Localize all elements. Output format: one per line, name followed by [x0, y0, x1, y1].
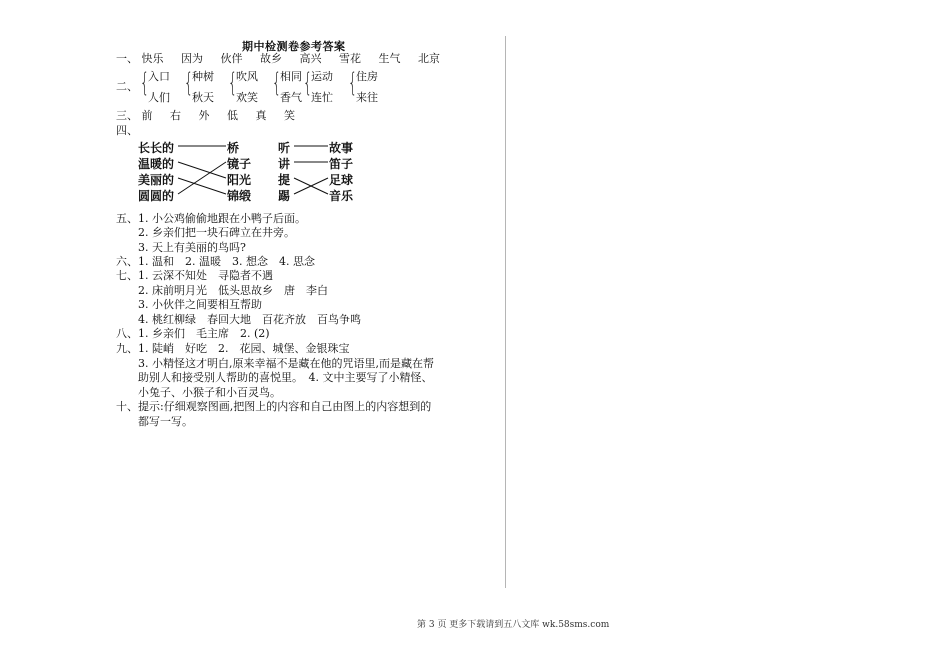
- q2-label: 二、: [116, 80, 138, 93]
- q1-word: 北京: [418, 52, 440, 65]
- q7-line: 1. 云深不知处 寻隐者不遇: [138, 269, 273, 282]
- match-right-b: 足球: [329, 173, 354, 187]
- match-right-b: 笛子: [329, 157, 354, 171]
- match-right-a: 锦缎: [227, 189, 252, 203]
- match-left-a: 美丽的: [138, 173, 175, 187]
- match-left-b: 讲: [278, 157, 291, 171]
- q9-label: 九、: [116, 342, 138, 355]
- q2-word: 吹风: [236, 70, 258, 83]
- q2-word: 来往: [356, 91, 378, 104]
- brace-icon: {: [184, 68, 194, 98]
- q3-word: 外: [198, 109, 210, 122]
- q7-label: 七、: [116, 269, 138, 282]
- q5-line: 3. 天上有美丽的鸟吗?: [138, 241, 246, 254]
- q5-line: 2. 乡亲们把一块石碑立在井旁。: [138, 226, 295, 239]
- q2-word: 秋天: [192, 91, 214, 104]
- match-left-a: 温暖的: [138, 157, 175, 171]
- match-line: [178, 162, 226, 178]
- q1-word: 快乐: [141, 52, 164, 65]
- match-line: [178, 178, 226, 194]
- q5-line: 1. 小公鸡偷偷地跟在小鸭子后面。: [138, 212, 306, 225]
- match-right-a: 桥: [227, 141, 240, 155]
- match-right-a: 镜子: [227, 157, 252, 171]
- brace-icon: {: [228, 68, 238, 98]
- q3-word: 前: [141, 109, 153, 122]
- q3-word: 右: [170, 109, 181, 122]
- q4-label: 四、: [116, 124, 138, 137]
- q10-line: 都写一写。: [138, 415, 193, 428]
- q2-word: 欢笑: [236, 91, 258, 104]
- match-left-a: 长长的: [138, 141, 175, 155]
- q5-label: 五、: [116, 212, 138, 225]
- q1-word: 因为: [181, 52, 203, 65]
- match-right-b: 故事: [329, 141, 354, 155]
- q3-word: 低: [227, 109, 238, 122]
- q7-line: 4. 桃红柳绿 春回大地 百花齐放 百鸟争鸣: [138, 313, 361, 326]
- match-left-a: 圆圆的: [138, 189, 175, 203]
- match-left-b: 踢: [278, 189, 291, 203]
- q2-word: 人们: [148, 91, 170, 104]
- q3-word: 笑: [284, 109, 295, 122]
- q2-word: 种树: [192, 70, 214, 83]
- q2-word: 香气: [280, 91, 302, 104]
- q6-label: 六、: [116, 255, 138, 268]
- q1-word: 伙伴: [220, 52, 243, 65]
- match-right-b: 音乐: [329, 189, 354, 203]
- page-title: 期中检测卷参考答案: [242, 40, 346, 53]
- column-divider: [505, 36, 506, 588]
- q8-text: 1. 乡亲们 毛主席 2. (2): [138, 327, 270, 340]
- match-left-b: 听: [278, 141, 291, 155]
- q1-label: 一、: [116, 52, 138, 65]
- q9-line: 1. 陡峭 好吃 2. 花园、城堡、金银珠宝: [138, 342, 350, 355]
- q10-label: 十、: [116, 400, 138, 413]
- brace-icon: {: [140, 68, 150, 98]
- brace-icon: {: [272, 68, 282, 98]
- q2-word: 连忙: [311, 91, 333, 104]
- q7-line: 2. 床前明月光 低头思故乡 唐 李白: [138, 284, 328, 297]
- q2-word: 入口: [148, 70, 170, 83]
- q1-word: 故乡: [260, 52, 282, 65]
- match-right-a: 阳光: [227, 173, 252, 187]
- q1-word: 生气: [378, 52, 401, 65]
- q2-word: 相同: [280, 70, 302, 83]
- q3-label: 三、: [116, 109, 138, 122]
- q9-line: 助别人和接受别人帮助的喜悦里。 4. 文中主要写了小精怪、: [138, 371, 433, 384]
- q9-line: 3. 小精怪这才明白,原来幸福不是藏在他的咒语里,而是藏在帮: [138, 357, 434, 370]
- q9-line: 小兔子、小猴子和小百灵鸟。: [138, 386, 281, 399]
- match-left-b: 提: [278, 173, 291, 187]
- q1-word: 高兴: [299, 52, 322, 65]
- q7-line: 3. 小伙伴之间要相互帮助: [138, 298, 262, 311]
- q1-word: 雪花: [339, 52, 361, 65]
- brace-icon: {: [348, 68, 358, 98]
- page-footer: 第 3 页 更多下载请到五八文库 wk.58sms.com: [417, 620, 610, 630]
- q10-line: 提示:仔细观察图画,把图上的内容和自己由图上的内容想到的: [138, 400, 432, 413]
- q6-text: 1. 温和 2. 温暖 3. 想念 4. 思念: [138, 255, 315, 268]
- q2-word: 运动: [311, 70, 333, 83]
- q2-word: 住房: [356, 70, 378, 83]
- q8-label: 八、: [116, 327, 138, 340]
- match-line: [178, 162, 226, 194]
- q3-word: 真: [255, 109, 267, 122]
- brace-icon: {: [303, 68, 313, 98]
